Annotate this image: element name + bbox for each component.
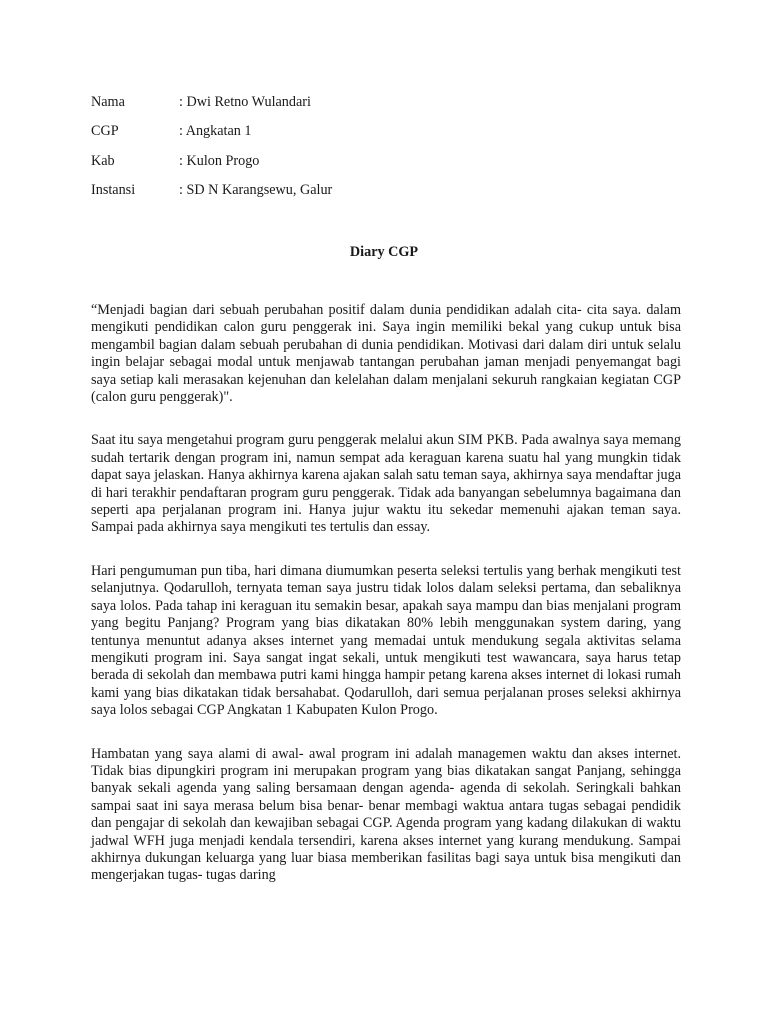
paragraph: Hari pengumuman pun tiba, hari dimana diumumkan peserta seleksi tertulis yang berhak mengikuti test selanjutnya. Qodarulloh, ternyata teman saya justru tidak lolos dalam seleksi pertama, dan sebaliknya saya lolos. Pada tahap ini keraguan itu semakin besar, apakah saya mampu dan bias menjalani program yang begitu Panjang? Program yang bias dikatakan 80% lebih menggunakan system daring, yang tentunya menuntut adanya akses internet yang memadai untuk mendukung segala aktivitas selama mengikuti program ini. Saya sangat ingat sekali, untuk mengikuti test wawancara, saya harus tetap berada di sekolah dan membawa putri kami hingga hampir petang karena akses internet di lokasi rumah kami yang bias dikatakan tidak bersahabat. Qodarulloh, dari semua perjalanan proses seleksi akhirnya saya lolos sebagai CGP Angkatan 1 Kabupaten Kulon Progo. <box>91 562 681 719</box>
identity-value: : Dwi Retno Wulandari <box>179 94 311 110</box>
identity-row-cgp <box>91 122 332 151</box>
identity-label: CGP <box>91 123 119 140</box>
identity-row-nama <box>91 93 332 122</box>
identity-value: : Angkatan 1 <box>179 123 252 140</box>
document-title: Diary CGP <box>349 244 419 260</box>
paragraph: Saat itu saya mengetahui program guru penggerak melalui akun SIM PKB. Pada awalnya saya memang sudah tertarik dengan program ini, namun sempat ada keraguan karena suatu hal yang mungkin tidak dapat saya jelaskan. Hanya akhirnya karena ajakan salah satu teman saya, akhirnya saya mendaftar juga di hari terakhir pendaftaran program guru penggerak. Tidak ada banyangan sebelumnya bagaimana dan seperti apa perjalanan program ini. Hanya jujur waktu itu sekedar memenuhi ajakan teman saya. Sampai pada akhirnya saya mengikuti tes tertulis dan essay. <box>91 432 681 536</box>
identity-block <box>91 93 332 210</box>
identity-row-instansi <box>91 181 332 210</box>
identity-value: : SD N Karangsewu, Galur <box>179 181 333 198</box>
identity-label: Kab <box>91 152 115 169</box>
document-body <box>91 302 681 911</box>
identity-label: Nama <box>91 94 125 110</box>
paragraph: Hambatan yang saya alami di awal- awal program ini adalah managemen waktu dan akses internet. Tidak bias dipungkiri program ini merupakan program yang bias dikatakan sangat Panjang, sehingga banyak sekali agenda yang saling bersamaan dengan agenda- agenda di sekolah. Seringkali bahkan sampai saat ini saya merasa belum bisa benar- benar membagi waktua antara tugas sebagai pendidik dan pengajar di sekolah dan kewajiban sebagai CGP. Agenda program yang kadang dilakukan di waktu jadwal WFH juga menjadi kendala tersendiri, karena akses internet yang kurang mendukung. Sampai akhirnya dukungan keluarga yang luar biasa memberikan fasilitas bagi saya untuk bisa mengikuti dan mengerjakan tugas- tugas daring <box>91 745 681 884</box>
identity-value: : Kulon Progo <box>179 152 260 169</box>
identity-row-kab <box>91 152 332 181</box>
paragraph: “Menjadi bagian dari sebuah perubahan positif dalam dunia pendidikan adalah cita- cita saya. dalam mengikuti pendidikan calon guru penggerak ini. Saya ingin memiliki bekal yang cukup untuk bisa mengambil bagian dalam sebuah perubahan di dunia pendidikan. Motivasi dari dalam diri untuk selalu ingin belajar sebagai modal untuk menjawab tantangan perubahan jaman menjadi penyemangat bagi saya setiap kali merasakan kejenuhan dan kelelahan dalam menjalani sekuruh rangkaian kegiatan CGP (calon guru penggerak)". <box>91 302 681 406</box>
identity-label: Instansi <box>91 181 136 198</box>
